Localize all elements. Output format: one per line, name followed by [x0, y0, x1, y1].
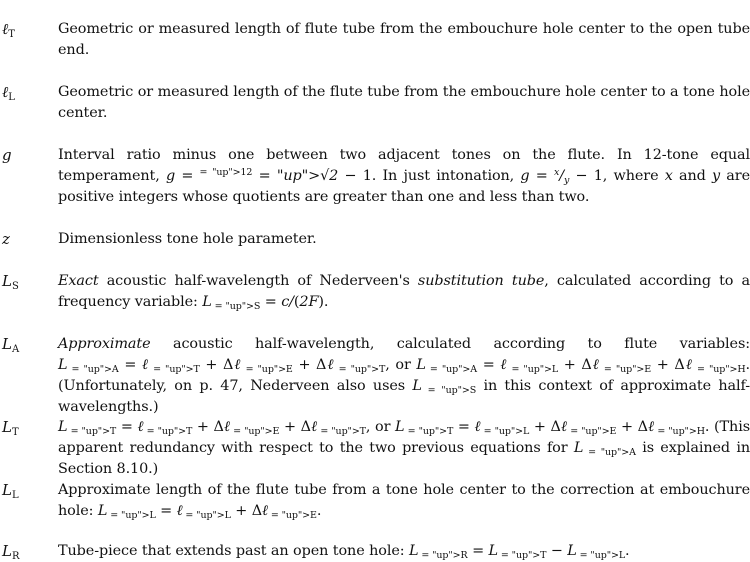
- la-formula-2: L $_{= "up">A}$ = ℓ $_{= "up">L}$ + Δℓ $_{= "up">E}$ + Δℓ $_{= "up">H}$: [416, 357, 746, 375]
- term-symbol: $L_L$: [2, 481, 19, 501]
- term-symbol: ℓ$_T$: [2, 20, 15, 40]
- term-definition: Dimensionless tone hole parameter.: [58, 231, 317, 247]
- term-definition: L $_{= "up">T}$ = ℓ $_{= "up">T}$ + Δℓ $_{= "up">E}$ + Δℓ $_{= "up">T}$, or L $_{= "up">T}$ = ℓ $_{= "up">L}$ + Δℓ $_{= "up">E}$ + Δℓ $_{= "up">H}$. (This apparent redundancy with respect to the two previous equations for L $_{= "up">A}$ is explained in Section 8.10.): [58, 419, 750, 477]
- term-symbol: $L_T$: [2, 418, 19, 438]
- ls-formula: L $_{= "up">S}$ = c/(2F): [202, 294, 324, 312]
- just-intonation-formula: $g = ^x/_y - 1$: [520, 167, 603, 186]
- la-formula-1: L $_{= "up">A}$ = ℓ $_{= "up">T}$ + Δℓ $_{= "up">E}$ + Δℓ $_{= "up">T}$: [58, 357, 386, 375]
- term-definition: Geometric or measured length of flute tube from the embouchure hole center to the open tube end.: [58, 21, 750, 58]
- term-symbol: z: [2, 230, 10, 248]
- term-definition: Approximate acoustic half-wavelength, calculated according to flute variables: L $_{= "up">A}$ = ℓ $_{= "up">T}$ + Δℓ $_{= "up">E}$ + Δℓ $_{= "up">T}$, or L $_{= "up">A}$ = ℓ $_{= "up">L}$ + Δℓ $_{= "up">E}$ + Δℓ $_{= "up">H}$. (Unfortunately, on p. 47, Nederveen also uses L $_{= "up">S}$ in this context of approximate half-wavelengths.): [58, 336, 750, 415]
- lt-formula-1: L $_{= "up">T}$ = ℓ $_{= "up">T}$ + Δℓ $_{= "up">E}$ + Δℓ $_{= "up">T}$: [58, 419, 366, 437]
- term-definition: Tube-piece that extends past an open tone hole: L $_{= "up">R}$ = L $_{= "up">T}$ − L $_{= "up">L}$.: [58, 543, 630, 561]
- lt-formula-2: L $_{= "up">T}$ = ℓ $_{= "up">L}$ + Δℓ $_{= "up">E}$ + Δℓ $_{= "up">H}$: [395, 419, 705, 437]
- term-definition: Exact acoustic half-wavelength of Nederveen's substitution tube, calculated according to a frequency variable: L $_{= "up">S}$ = c/(2F).: [58, 273, 750, 312]
- term-symbol: $L_R$: [2, 542, 20, 562]
- lr-formula: L $_{= "up">R}$ = L $_{= "up">T}$ − L $_{= "up">L}$: [408, 543, 626, 561]
- term-definition: Geometric or measured length of the flute tube from the embouchure hole center to a tone hole center.: [58, 84, 750, 121]
- ll-formula: L $_{= "up">L}$ = ℓ $_{= "up">L}$ + Δℓ $_{= "up">E}$: [97, 503, 317, 521]
- term-definition: Approximate length of the flute tube from a tone hole center to the correction at embouchure hole: L $_{= "up">L}$ = ℓ $_{= "up">L}$ + Δℓ $_{= "up">E}$.: [58, 482, 750, 521]
- term-symbol: g: [2, 146, 12, 164]
- term-symbol: ℓ$_L$: [2, 83, 15, 103]
- equal-temperament-formula: g = $^{= "up">12}$ = "up">√2 − 1: [165, 167, 372, 184]
- term-definition: Interval ratio minus one between two adjacent tones on the flute. In 12-tone equal temperament, g = $^{= "up">12}$ = "up">√2 − 1. In just intonation, $g = ^x/_y - 1$, where x and y are positive integers whose quotients are greater than one and less than two.: [58, 147, 750, 205]
- term-symbol: $L_S$: [2, 272, 19, 292]
- term-symbol: $L_A$: [2, 335, 20, 355]
